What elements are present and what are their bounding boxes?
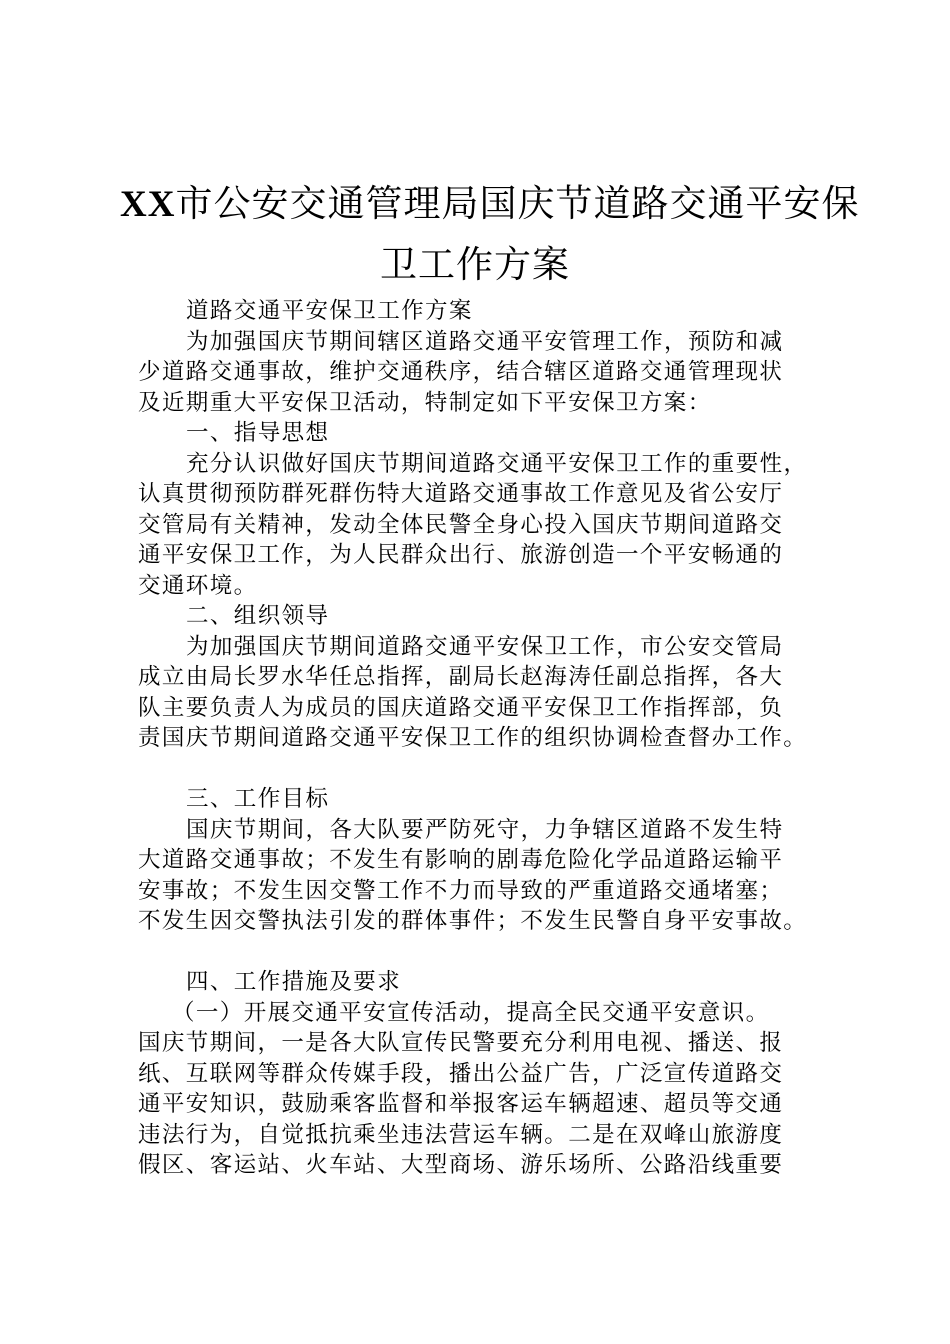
paragraph-line: 不发生因交警执法引发的群体事件；不发生民警自身平安事故。: [138, 908, 808, 934]
paragraph-line: 认真贯彻预防群死群伤特大道路交通事故工作意见及省公安厅: [138, 481, 784, 507]
paragraph-line: 国庆节期间，各大队要严防死守，力争辖区道路不发生特: [186, 816, 784, 843]
title-prefix: XX: [120, 184, 176, 225]
subtitle: 道路交通平安保卫工作方案: [186, 298, 473, 324]
paragraph-line: 假区、客运站、火车站、大型商场、游乐场所、公路沿线重要: [138, 1152, 784, 1178]
paragraph-line: 为加强国庆节期间道路交通平安保卫工作，市公安交管局: [186, 633, 784, 660]
paragraph-line: 纸、互联网等群众传媒手段，播出公益广告，广泛宣传道路交: [138, 1060, 784, 1087]
paragraph-line: 少道路交通事故，维护交通秩序，结合辖区道路交通管理现状: [138, 359, 784, 385]
title-rest: 市公安交通管理局国庆节道路交通平安保: [175, 182, 860, 225]
document-title-line-1: [120, 182, 860, 225]
paragraph-line: 交管局有关精神，发动全体民警全身心投入国庆节期间道路交: [138, 511, 784, 538]
paragraph-line: 国庆节期间，一是各大队宣传民警要充分利用电视、播送、报: [138, 1030, 784, 1056]
paragraph-line: 违法行为，自觉抵抗乘坐违法营运车辆。二是在双峰山旅游度: [138, 1121, 784, 1148]
paragraph-line: 及近期重大平安保卫活动，特制定如下平安保卫方案：: [138, 389, 712, 416]
subsection-heading: （一）开展交通平安宣传活动，提高全民交通平安意识。: [172, 999, 770, 1026]
paragraph-line: 安事故；不发生因交警工作不力而导致的严重道路交通堵塞；: [138, 877, 784, 904]
paragraph-line: 大道路交通事故；不发生有影响的剧毒危险化学品道路运输平: [138, 847, 784, 873]
section-heading: 二、组织领导: [186, 603, 330, 629]
paragraph-line: 为加强国庆节期间辖区道路交通平安管理工作，预防和减: [186, 328, 784, 355]
section-heading: 一、指导思想: [186, 420, 330, 446]
section-heading: 四、工作措施及要求: [186, 969, 402, 995]
paragraph-line: 充分认识做好国庆节期间道路交通平安保卫工作的重要性，: [186, 450, 808, 477]
section-heading: 三、工作目标: [186, 786, 330, 812]
paragraph-line: 通平安保卫工作，为人民群众出行、旅游创造一个平安畅通的: [138, 542, 784, 568]
paragraph-line: 通平安知识，鼓励乘客监督和举报客运车辆超速、超员等交通: [138, 1091, 784, 1117]
document-body: [138, 296, 832, 1181]
paragraph-line: 交通环境。: [138, 572, 258, 599]
paragraph-line: 队主要负责人为成员的国庆道路交通平安保卫工作指挥部，负: [138, 694, 784, 721]
paragraph-line: 责国庆节期间道路交通平安保卫工作的组织协调检查督办工作。: [138, 725, 808, 751]
paragraph-gap: [138, 937, 832, 968]
document-title-line-2: 卫工作方案: [380, 243, 570, 286]
paragraph-gap: [138, 754, 832, 785]
paragraph-line: 成立由局长罗水华任总指挥，副局长赵海涛任副总指挥，各大: [138, 664, 784, 690]
